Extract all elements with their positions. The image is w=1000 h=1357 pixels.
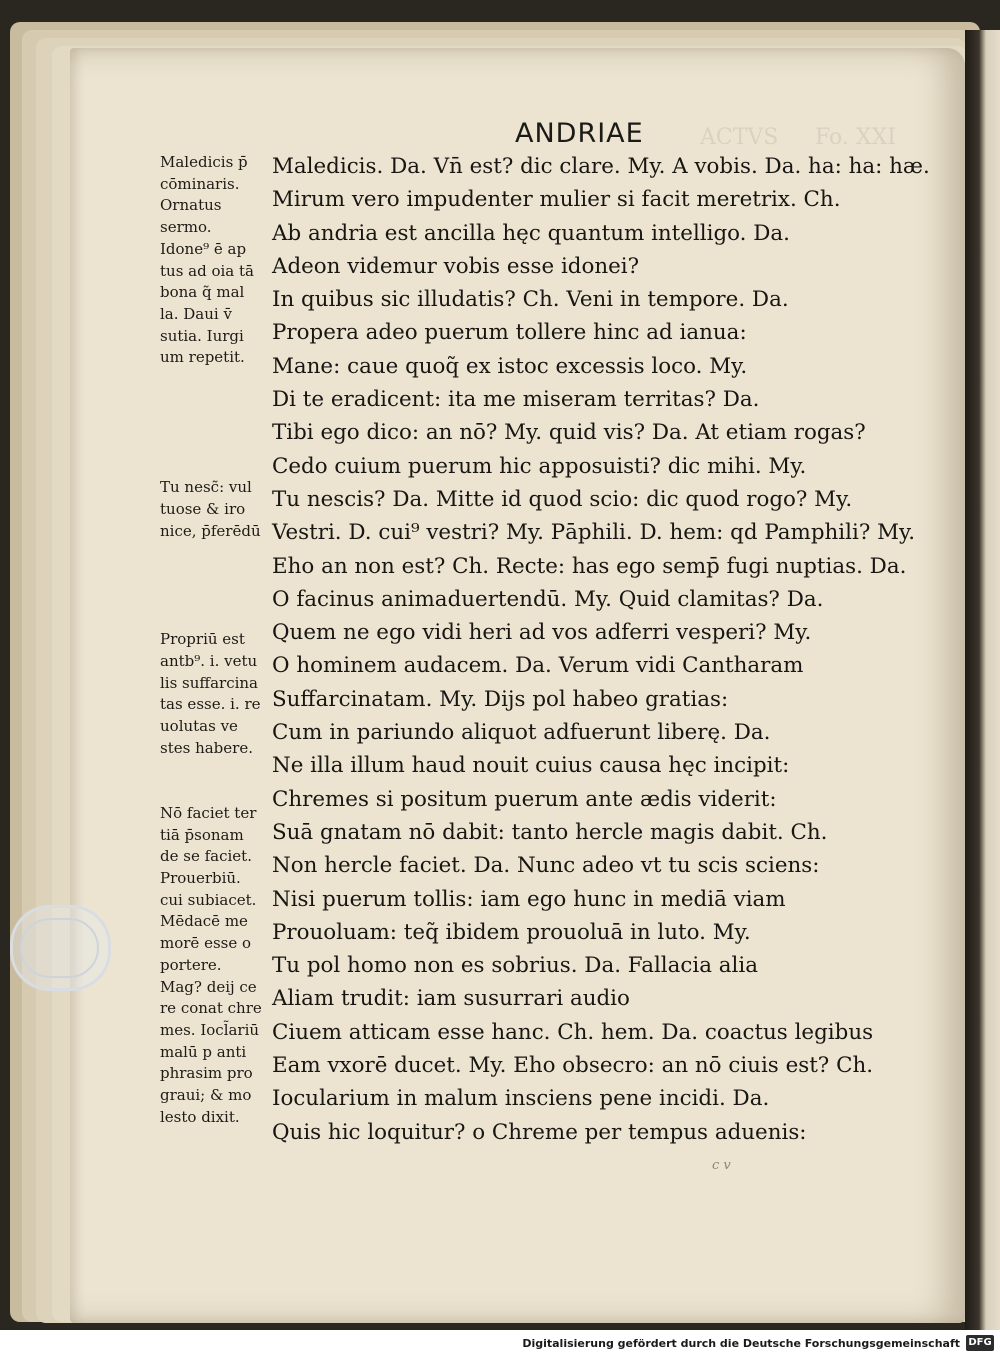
footer-bar [0, 1330, 1000, 1357]
text-line: Cum in pariundo aliquot adfuerunt liberę. Da. [272, 720, 771, 746]
text-line: Tu nescis? Da. Mitte id quod scio: dic quod rogo? My. [272, 486, 853, 512]
gloss-line: tas esse. i. re [160, 695, 261, 714]
text-line: Ab andria est ancilla hęc quantum intelligo. Da. [272, 220, 790, 246]
gloss-line: uolutas ve [160, 717, 238, 736]
text-line: Aliam trudit: iam susurrari audio [272, 986, 630, 1012]
gloss-line: tus ad oia tā [160, 261, 254, 280]
gloss-line: Nō faciet ter [160, 803, 257, 822]
text-line: Tu pol homo non es sobrius. Da. Fallacia alia [272, 953, 758, 979]
gloss-line: Idone⁹ ē ap [160, 239, 247, 258]
gloss-line: Tu nesc̃: vul [160, 478, 252, 497]
bleed-through-text: Fo. XXI [815, 125, 896, 150]
gloss-gap [160, 781, 272, 803]
text-line: Cedo cuium puerum hic apposuisti? dic mihi. My. [272, 453, 807, 479]
text-line: Di te eradicent: ita me miseram territas? Da. [272, 387, 760, 413]
text-line: O hominem audacem. Da. Verum vidi Cantharam [272, 653, 804, 679]
text-line: O facinus animaduertendū. My. Quid clamitas? Da. [272, 586, 824, 612]
gloss-line: graui; & mo [160, 1086, 252, 1105]
running-head: ANDRIAE [515, 118, 644, 149]
text-line: Propera adeo puerum tollere hinc ad ianua: [272, 320, 747, 346]
text-line: Mane: caue quoq̃ ex istoc excessis loco. My. [272, 353, 748, 379]
text-line: Eho an non est? Ch. Recte: has ego semp̄ fugi nuptias. Da. [272, 553, 907, 579]
gloss-gap [160, 391, 272, 413]
funding-credit: Digitalisierung gefördert durch die Deutsche Forschungsgemeinschaft [522, 1337, 960, 1350]
text-line: Quis hic loquitur? o Chreme per tempus aduenis: [272, 1119, 807, 1145]
text-line: Nisi puerum tollis: iam ego hunc in mediā viam [272, 886, 786, 912]
text-line: Iocularium in malum insciens pene incidi. Da. [272, 1086, 770, 1112]
text-line: Prouoluam: teq̃ ibidem prouoluā in luto. My. [272, 919, 751, 945]
gloss-line: Propriū est [160, 630, 245, 649]
book-spine [965, 30, 1000, 1330]
text-line: Vestri. D. cui⁹ vestri? My. Pāphili. D. hem: qd Pamphili? My. [272, 520, 916, 546]
gloss-gap [160, 564, 272, 586]
gloss-gap [160, 412, 272, 434]
text-line: Eam vxorē ducet. My. Eho obsecro: an nō ciuis est? Ch. [272, 1053, 874, 1079]
gloss-line: la. Daui v̄ [160, 304, 232, 323]
gloss-line: de se faciet. [160, 847, 252, 866]
text-line: Chremes si positum puerum ante ædis viderit: [272, 786, 777, 812]
bleed-through-text: ACTVS [700, 125, 779, 150]
gloss-line: lis suffarcina [160, 673, 258, 692]
text-line: Suā gnatam nō dabit: tanto hercle magis dabit. Ch. [272, 819, 828, 845]
paper-clip-inner [20, 918, 99, 978]
gloss-gap [160, 456, 272, 478]
main-text-block [272, 150, 930, 1149]
gloss-line: sutia. Iurgi [160, 326, 244, 345]
gloss-line: morē esse o [160, 934, 252, 953]
gloss-line: Ornatus [160, 196, 222, 215]
text-line: Quem ne ego vidi heri ad vos adferri vesperi? My. [272, 620, 812, 646]
gloss-line: lesto dixit. [160, 1107, 240, 1126]
gloss-line: re conat chre [160, 999, 262, 1018]
text-line: Ne illa illum haud nouit cuius causa hęc incipit: [272, 753, 790, 779]
gloss-gap [160, 608, 272, 630]
text-line: Adeon videmur vobis esse idonei? [272, 253, 640, 279]
gloss-line: mes. Iocl̃ariū [160, 1020, 260, 1039]
gloss-line: cōminaris. [160, 174, 240, 193]
gloss-line: Prouerbiū. [160, 869, 241, 888]
marginal-gloss [160, 152, 272, 1128]
gloss-line: stes habere. [160, 738, 253, 757]
gloss-line: tiā p̄sonam [160, 825, 244, 844]
gloss-gap [160, 369, 272, 391]
gloss-line: cui subiacet. [160, 890, 257, 909]
text-line: In quibus sic illudatis? Ch. Veni in tempore. Da. [272, 287, 789, 313]
text-line: Mirum vero impudenter mulier si facit meretrix. Ch. [272, 187, 841, 213]
signature-mark: c v [712, 1158, 731, 1173]
gloss-line: antb⁹. i. vetu [160, 652, 258, 671]
dfg-logo: DFG [966, 1335, 994, 1351]
text-line: Non hercle faciet. Da. Nunc adeo vt tu scis sciens: [272, 853, 820, 879]
gloss-line: Mag? deij ce [160, 977, 257, 996]
text-line: Tibi ego dico: an nō? My. quid vis? Da. At etiam rogas? [272, 420, 866, 446]
gloss-line: sermo. [160, 218, 212, 237]
gloss-line: um repetit. [160, 348, 245, 367]
gloss-line: nice, p̄ferēdū [160, 521, 261, 540]
text-line: Suffarcinatam. My. Dijs pol habeo gratias: [272, 686, 729, 712]
gloss-line: bona q̃ mal [160, 283, 245, 302]
gloss-line: Mēdacē me [160, 912, 248, 931]
gloss-line: malū p anti [160, 1042, 247, 1061]
gloss-gap [160, 760, 272, 782]
gloss-line: phrasim pro [160, 1064, 253, 1083]
gloss-line: tuose & iro [160, 500, 246, 519]
text-line: Ciuem atticam esse hanc. Ch. hem. Da. coactus legibus [272, 1019, 874, 1045]
gloss-gap [160, 543, 272, 565]
gloss-line: Maledicis p̄ [160, 153, 248, 171]
gloss-gap [160, 434, 272, 456]
gloss-gap [160, 586, 272, 608]
text-line: Maledicis. Da. Vn̄ est? dic clare. My. A vobis. Da. ha: ha: hæ. [272, 154, 930, 179]
gloss-line: portere. [160, 955, 222, 974]
